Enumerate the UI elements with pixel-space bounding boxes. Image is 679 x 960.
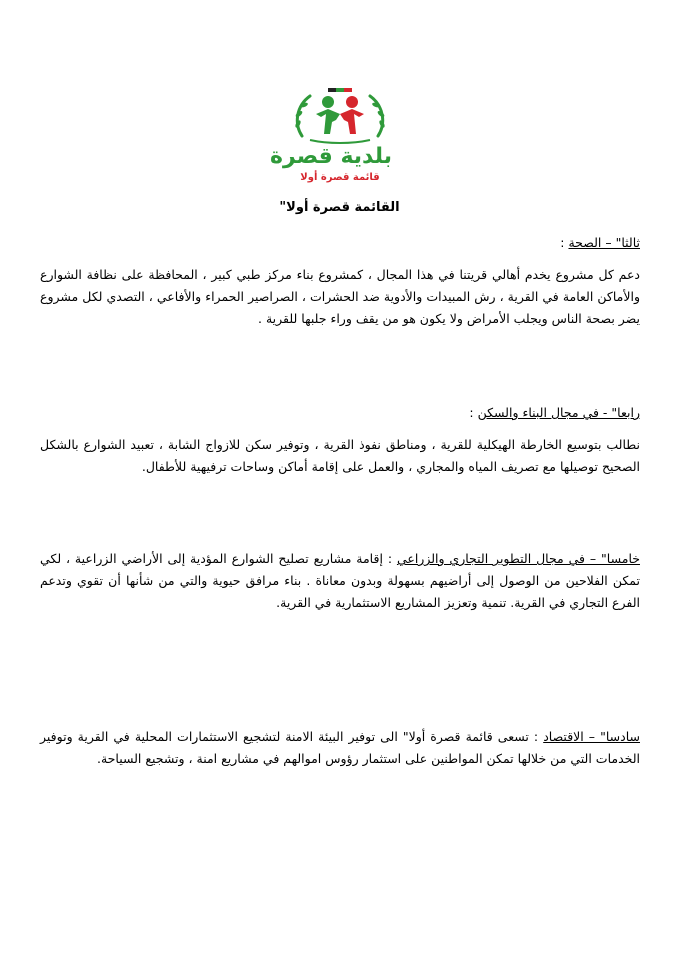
section-commerce-agriculture [40,548,640,614]
document-title: القائمة قصرة أولا" [279,200,400,215]
section-economy [40,726,640,770]
heading-colon: : [560,235,569,250]
municipality-logo [270,84,392,192]
heading-colon: : [382,551,397,566]
section-heading-text: خامسا" – في مجال التطوير التجاري والزراعي [396,551,640,566]
section-health [40,232,640,330]
section-body: نطالب بتوسيع الخارطة الهيكلية للقرية ، ومناطق نفوذ القرية ، وتوفير سكن للازواج الشابة ، تعبيد الشوارع بالشكل الصحيح توصيلها مع تصريف المياه والمجاري ، والعمل على إقامة أماكن وساحات ترفيهية للأطفال. [40,437,640,474]
section-housing [40,402,640,478]
heading-colon: : [469,405,478,420]
section-heading-text: ثالثا" – الصحة [568,235,640,250]
section-body: إقامة مشاريع تصليح الشوارع المؤدية إلى الأراضي الزراعية ، لكي تمكن الفلاحين من الوصول إلى أراضيهم بسهولة وبدون معاناة . بناء مرافق حيوية والتي من شأنها أن تقوي وتدعم الفرع التجاري في القرية. تنمية وتعزيز المشاريع الاستثمارية في القرية. [40,551,640,610]
section-heading [40,402,640,424]
logo-subtitle: قائمة قصرة أولا [300,172,380,183]
section-heading-text: سادسا" – الاقتصاد [543,729,640,744]
section-paragraph [40,726,640,770]
section-paragraph [40,548,640,614]
section-body: تسعى قائمة قصرة أولا" الى توفير البيئة الامنة لتشجيع الاستثمارات المحلية في القرية وتوفير الخدمات التي من خلالها تمكن المواطنين على استثمار رؤوس اموالهم في مشاريع امنة ، وتشجيع السياحة. [40,729,640,766]
section-body: دعم كل مشروع يخدم أهالي قريتنا في هذا المجال ، كمشروع بناء مركز طبي كبير ، المحافظة على نظافة الشوارع والأماكن العامة في القرية ، رش المبيدات والأدوية ضد الحشرات ، الصراصير الحمراء والأفاعي ، التصدي لكل مشروع يضر بصحة الناس ويجلب الأمراض ولا يكون هو من يقف وراء جلبها للقرية . [40,267,640,326]
heading-colon: : [528,729,544,744]
logo-emblem-icon [288,84,392,146]
section-heading [40,232,640,254]
logo-title: بلدية قصرة [270,144,392,169]
section-heading-text: رابعا" - في مجال البناء والسكن [477,405,640,420]
